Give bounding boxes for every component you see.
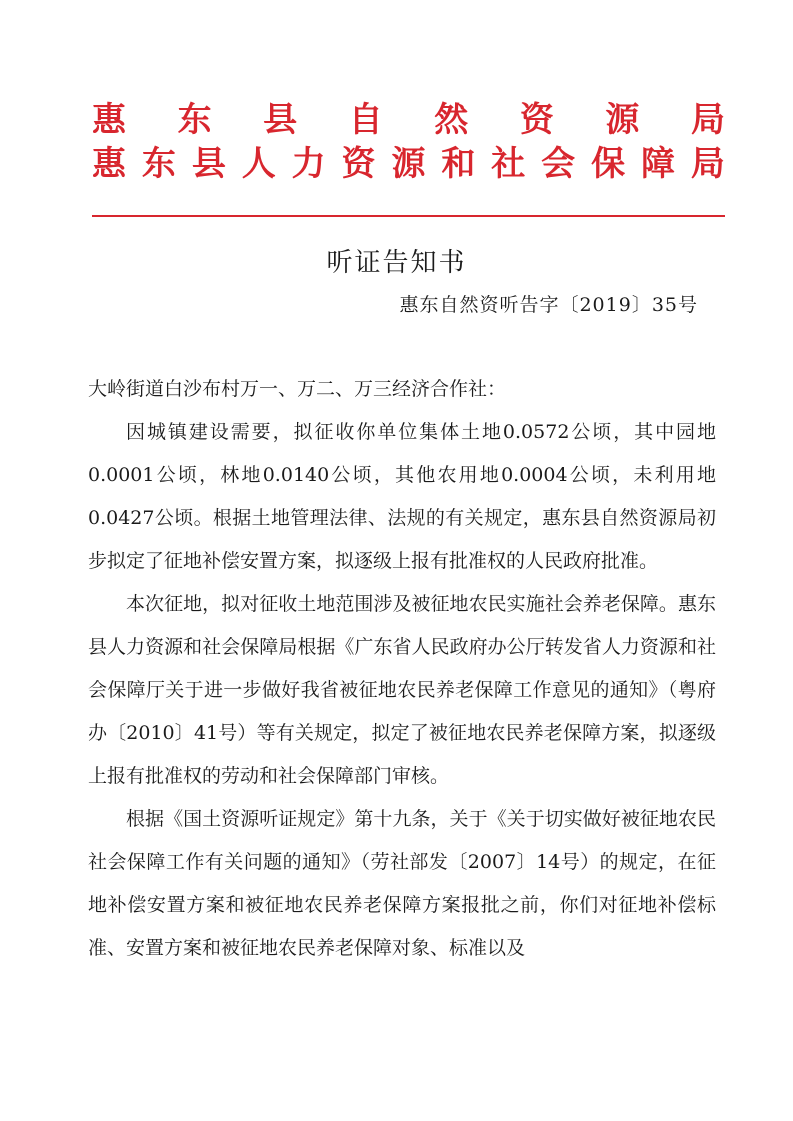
paragraph-hearing-rights: 根据《国土资源听证规定》第十九条，关于《关于切实做好被征地农民社会保障工作有关问题的通知》（劳社部发〔2007〕14号）的规定，在征地补偿安置方案和被征地农民养老保障方案报批之前，你们对征地补偿标准、安置方案和被征地农民养老保障对象、标准以及	[88, 808, 716, 959]
letterhead-divider	[92, 215, 725, 217]
letterhead-char: 会	[541, 144, 576, 184]
paragraph-land-acquisition: 因城镇建设需要，拟征收你单位集体土地0.0572公顷，其中园地0.0001公顷，林地0.0140公顷，其他农用地0.0004公顷，未利用地0.0427公顷。根据土地管理法律、法规的有关规定，惠东县自然资源局初步拟定了征地补偿安置方案，拟逐级上报有批准权的人民政府批准。	[88, 421, 716, 572]
letterhead-char: 然	[434, 100, 469, 140]
letterhead-char: 社	[491, 144, 526, 184]
letterhead-char: 资	[519, 100, 554, 140]
document-body	[88, 368, 716, 970]
letterhead-char: 惠	[92, 144, 126, 184]
letterhead	[92, 98, 725, 186]
letterhead-char: 资	[341, 144, 376, 184]
letterhead-char: 自	[348, 100, 383, 140]
letterhead-char: 局	[690, 144, 725, 184]
letterhead-char: 惠	[92, 100, 126, 140]
letterhead-char: 东	[141, 144, 176, 184]
paragraph-pension-security: 本次征地，拟对征收土地范围涉及被征地农民实施社会养老保障。惠东县人力资源和社会保障局根据《广东省人民政府办公厅转发省人力资源和社会保障厅关于进一步做好我省被征地农民养老保障工作意见的通知》（粤府办〔2010〕41号）等有关规定，拟定了被征地农民养老保障方案，拟逐级上报有批准权的劳动和社会保障部门审核。	[88, 593, 716, 787]
salutation: 大岭街道白沙布村万一、万二、万三经济合作社：	[88, 378, 507, 400]
letterhead-char: 和	[441, 144, 476, 184]
letterhead-char: 东	[177, 100, 212, 140]
letterhead-char: 力	[291, 144, 326, 184]
letterhead-char: 县	[263, 100, 298, 140]
letterhead-char: 源	[391, 144, 426, 184]
letterhead-char: 人	[241, 144, 276, 184]
letterhead-char: 局	[690, 100, 725, 140]
letterhead-char: 县	[191, 144, 226, 184]
letterhead-char: 源	[605, 100, 640, 140]
document-number: 惠东自然资听告字〔2019〕35号	[399, 294, 698, 316]
letterhead-char: 保	[591, 144, 626, 184]
document-title: 听证告知书	[326, 248, 467, 278]
letterhead-line-human-resources	[92, 142, 725, 186]
letterhead-line-natural-resources	[92, 98, 725, 142]
letterhead-char: 障	[640, 144, 675, 184]
